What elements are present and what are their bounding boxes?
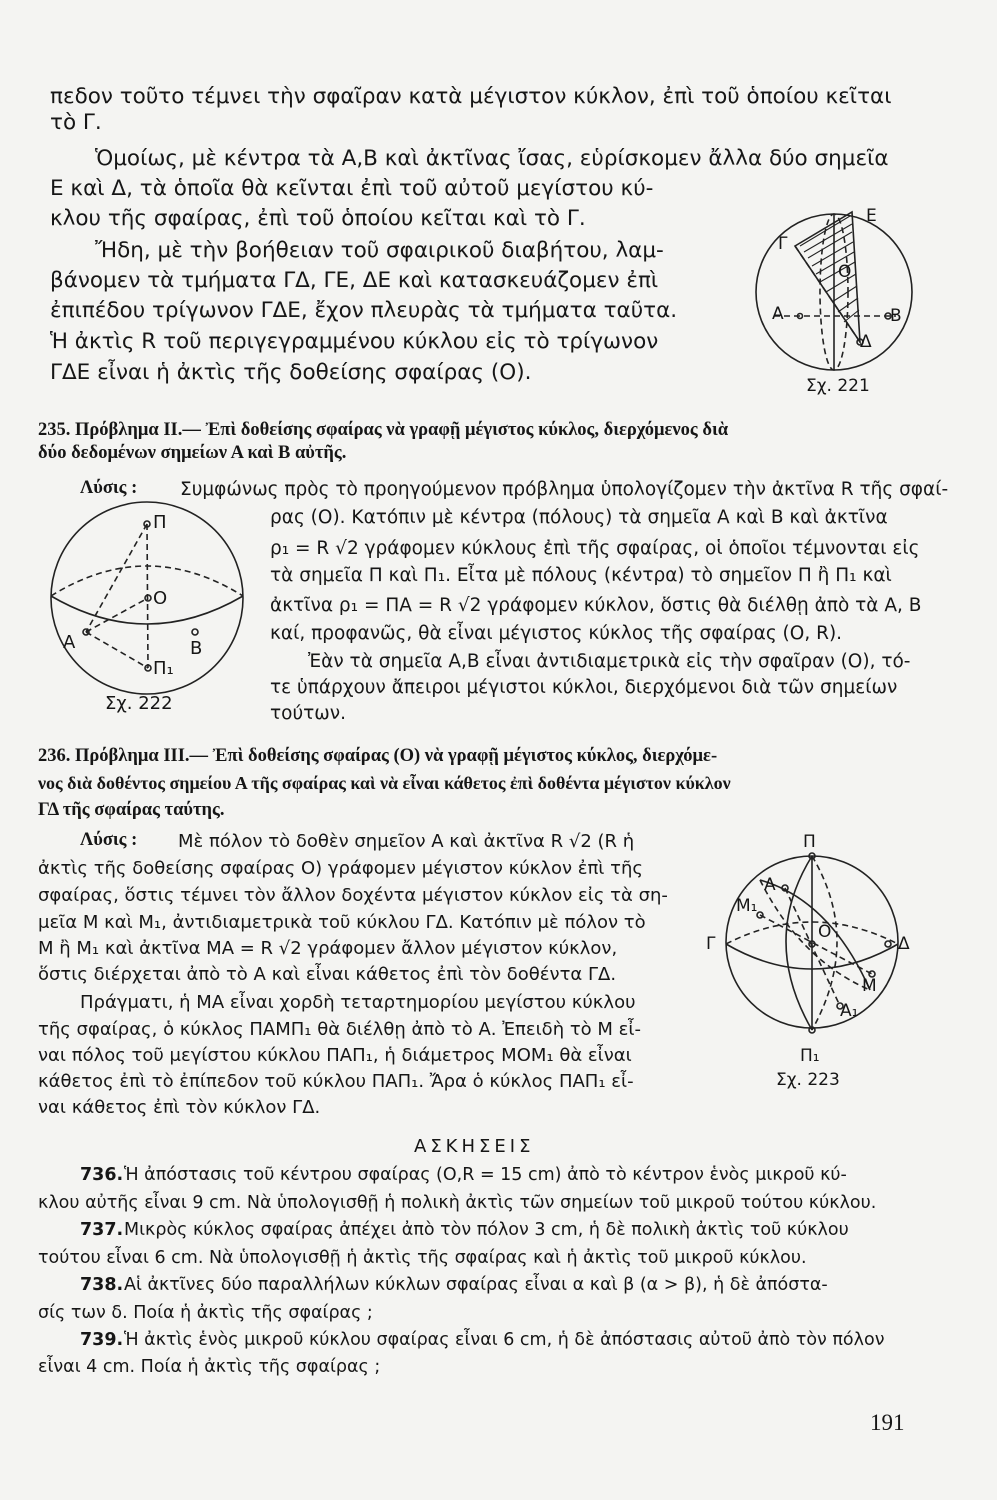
text-line: τε ὑπάρχουν ἄπειροι μέγιστοι κύκλοι, διερχόμενοι διὰ τῶν σημείων — [270, 677, 898, 698]
problem-heading: νος διὰ δοθέντος σημείου Α τῆς σφαίρας καὶ νὰ εἶναι κάθετος ἐπὶ δοθέντα μέγιστον κύκλον — [38, 773, 731, 793]
lysis-label: Λύσις : — [80, 830, 138, 850]
text-line: Ἤδη, μὲ τὴν βοήθειαν τοῦ σφαιρικοῦ διαβήτου, λαμ- — [95, 238, 664, 263]
text-line: ἀκτῖνα ρ₁ = ΠΑ = R √2 γράφομεν κύκλον, ὅστις θὰ διέλθῃ ἀπὸ τὰ Α, Β — [270, 595, 922, 616]
label-delta: Δ — [898, 934, 910, 954]
exercise-text: Αἱ ἀκτῖνες δύο παραλλήλων κύκλων σφαίρας εἶναι α καὶ β (α > β), ἡ δὲ ἀπόστα- — [124, 1275, 828, 1295]
exercise-text: Μικρὸς κύκλος σφαίρας ἀπέχει ἀπὸ τὸν πόλον 3 cm, ἡ δὲ πολικὴ ἀκτὶς τοῦ κύκλου — [124, 1220, 849, 1240]
label-pi: Π — [153, 512, 167, 533]
label-alpha-1: Α₁ — [840, 1001, 859, 1021]
exercise-text: Ἡ ἀκτὶς ἑνὸς μικροῦ κύκλου σφαίρας εἶναι 6 cm, ἡ δὲ ἀπόστασις αὐτοῦ ἀπὸ τὸν πόλον — [124, 1330, 885, 1350]
text-line: ναι κάθετος ἐπὶ τὸν κύκλον ΓΔ. — [38, 1097, 321, 1118]
text-line: Μ ἢ Μ₁ καὶ ἀκτῖνα ΜΑ = R √2 γράφομεν ἄλλον μέγιστον κύκλον, — [38, 938, 618, 959]
problem-heading: δύο δεδομένων σημείων Α καὶ Β αὐτῆς. — [38, 443, 347, 463]
label-omicron: Ο — [818, 922, 832, 942]
text-line: Ἐὰν τὰ σημεῖα Α,Β εἶναι ἀντιδιαμετρικὰ εἰς τὴν σφαῖραν (Ο), τό- — [308, 651, 911, 672]
text-line: κάθετος ἐπὶ τὸ ἐπίπεδον τοῦ κύκλου ΠΑΠ₁. Ἄρα ὁ κύκλος ΠΑΠ₁ εἶ- — [38, 1071, 634, 1092]
figure-caption: Σχ. 221 — [806, 376, 870, 396]
exercise-text: εἶναι 4 cm. Ποία ἡ ἀκτὶς τῆς σφαίρας ; — [38, 1357, 381, 1377]
label-gamma: Γ — [778, 234, 788, 254]
problem-heading: ΓΔ τῆς σφαίρας ταύτης. — [38, 800, 225, 820]
label-alpha: Α — [764, 875, 776, 895]
text-line: ἐπιπέδου τρίγωνον ΓΔΕ, ἔχον πλευρὰς τὰ τμήματα ταῦτα. — [50, 298, 678, 323]
label-gamma: Γ — [706, 934, 716, 954]
label-pi-1: Π₁ — [800, 1046, 820, 1066]
label-delta: Δ — [860, 332, 872, 352]
label-omicron: Ο — [153, 588, 168, 609]
text-line: Συμφώνως πρὸς τὸ προηγούμενον πρόβλημα ὑπολογίζομεν τὴν ἀκτῖνα R τῆς σφαί- — [180, 479, 949, 500]
text-line: ὅστις διέρχεται ἀπὸ τὸ Α καὶ εἶναι κάθετος ἐπὶ τὸν δοθέντα ΓΔ. — [38, 964, 617, 985]
exercise-number: 739. — [80, 1330, 124, 1350]
label-alpha: Α — [63, 632, 76, 653]
text-line: καί, προφανῶς, θὰ εἶναι μέγιστος κύκλος τῆς σφαίρας (Ο, R). — [270, 623, 843, 644]
label-beta: Β — [190, 638, 203, 659]
text-line: τῆς σφαίρας, ὁ κύκλος ΠΑΜΠ₁ θὰ διέλθῃ ἀπὸ τὸ Α. Ἐπειδὴ τὸ Μ εἶ- — [38, 1019, 641, 1040]
text-line: Ὁμοίως, μὲ κέντρα τὰ Α,Β καὶ ἀκτῖνας ἴσας, εὑρίσκομεν ἄλλα δύο σημεῖα — [95, 146, 889, 171]
text-line: τὸ Γ. — [50, 110, 102, 135]
text-line: Ε καὶ Δ, τὰ ὁποῖα θὰ κεῖνται ἐπὶ τοῦ αὐτοῦ μεγίστου κύ- — [50, 176, 654, 201]
label-pi-1: Π₁ — [153, 658, 174, 679]
exercise-number: 738. — [80, 1275, 124, 1295]
text-line: ἀκτὶς τῆς δοθείσης σφαίρας Ο) γράφομεν μέγιστον κύκλον ἐπὶ τῆς — [38, 858, 643, 879]
label-m-1: Μ₁ — [736, 896, 758, 916]
text-line: ρ₁ = R √2 γράφομεν κύκλους ἐπὶ τῆς σφαίρας, οἱ ὁποῖοι τέμνονται εἰς — [270, 538, 920, 559]
exercise-text: Ἡ ἀπόστασις τοῦ κέντρου σφαίρας (Ο,R = 15 cm) ἀπὸ τὸ κέντρον ἑνὸς μικροῦ κύ- — [124, 1165, 847, 1185]
figure-caption: Σχ. 223 — [776, 1070, 840, 1090]
text-line: τούτων. — [270, 703, 347, 724]
text-line: ρας (Ο). Κατόπιν μὲ κέντρα (πόλους) τὰ σημεῖα Α καὶ Β καὶ ἀκτῖνα — [270, 507, 888, 528]
text-line: ναι πόλος τοῦ μεγίστου κύκλου ΠΑΠ₁, ἡ διάμετρος ΜΟΜ₁ θὰ εἶναι — [38, 1045, 632, 1066]
text-line: βάνομεν τὰ τμήματα ΓΔ, ΓΕ, ΔΕ καὶ κατασκευάζομεν ἐπὶ — [50, 268, 659, 293]
label-pi: Π — [803, 832, 816, 852]
page-number: 191 — [870, 1410, 905, 1435]
label-beta: Β — [890, 306, 902, 326]
lysis-label: Λύσις : — [80, 478, 138, 498]
exercise-number: 737. — [80, 1220, 124, 1240]
text-line: κλου τῆς σφαίρας, ἐπὶ τοῦ ὁποίου κεῖται καὶ τὸ Γ. — [50, 206, 586, 231]
label-omicron: Ο — [838, 262, 852, 282]
text-line: μεῖα Μ καὶ Μ₁, ἀντιδιαμετρικὰ τοῦ κύκλου ΓΔ. Κατόπιν μὲ πόλον τὸ — [38, 912, 646, 933]
text-line: ΓΔΕ εἶναι ἡ ἀκτὶς τῆς δοθείσης σφαίρας (Ο). — [50, 360, 532, 385]
label-m: Μ — [862, 976, 877, 996]
text-line: Ἡ ἀκτὶς R τοῦ περιγεγραμμένου κύκλου εἰς τὸ τρίγωνον — [50, 329, 659, 354]
text-line: σφαίρας, ὅστις τέμνει τὸν ἄλλον δοχέντα μέγιστον κύκλον εἰς τὰ ση- — [38, 885, 668, 906]
exercise-text: σίς των δ. Ποία ἡ ἀκτὶς τῆς σφαίρας ; — [38, 1303, 373, 1323]
exercise-text: τούτου εἶναι 6 cm. Νὰ ὑπολογισθῇ ἡ ἀκτὶς τῆς σφαίρας καὶ ἡ ἀκτὶς τοῦ μικροῦ κύκλου. — [38, 1248, 807, 1268]
exercises-title: ΑΣΚΗΣΕΙΣ — [414, 1136, 535, 1157]
label-alpha: Α — [772, 304, 784, 324]
text-line: Πράγματι, ἡ ΜΑ εἶναι χορδὴ τεταρτημορίου μεγίστου κύκλου — [80, 992, 636, 1013]
problem-heading: 236. Πρόβλημα ΙΙΙ.— Ἐπὶ δοθείσης σφαίρας (Ο) νὰ γραφῇ μέγιστος κύκλος, διερχόμε- — [38, 746, 718, 766]
text-line: πεδον τοῦτο τέμνει τὴν σφαῖραν κατὰ μέγιστον κύκλον, ἐπὶ τοῦ ὁποίου κεῖται — [50, 84, 892, 109]
text-line: τὰ σημεῖα Π καὶ Π₁. Εἶτα μὲ πόλους (κέντρα) τὸ σημεῖον Π ἢ Π₁ καὶ — [270, 565, 892, 586]
label-epsilon: Ε — [866, 206, 877, 226]
problem-heading: 235. Πρόβλημα ΙΙ.— Ἐπὶ δοθείσης σφαίρας νὰ γραφῇ μέγιστος κύκλος, διερχόμενος διὰ — [38, 420, 729, 440]
exercise-number: 736. — [80, 1165, 124, 1185]
figure-caption: Σχ. 222 — [105, 693, 173, 714]
exercise-text: κλου αὐτῆς εἶναι 9 cm. Νὰ ὑπολογισθῇ ἡ πολικὴ ἀκτὶς τῶν σημείων τοῦ μικροῦ τούτου κύκλου. — [38, 1193, 877, 1213]
text-line: Μὲ πόλον τὸ δοθὲν σημεῖον Α καὶ ἀκτῖνα R √2 (R ἡ — [178, 831, 635, 852]
